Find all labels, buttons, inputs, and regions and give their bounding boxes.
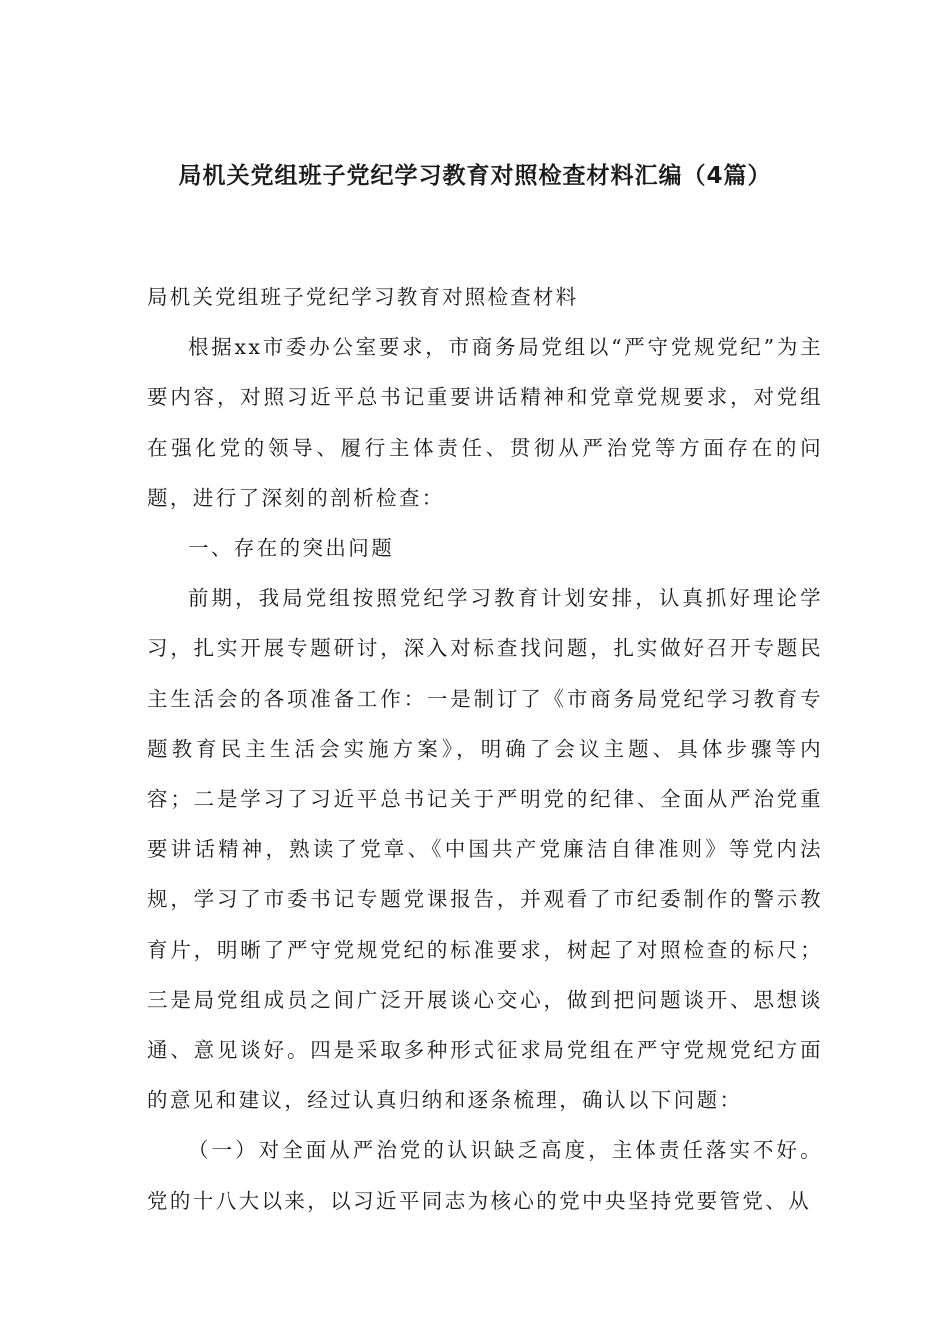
- paragraph-preparation: 前期，我局党组按照党纪学习教育计划安排，认真抓好理论学习，扎实开展专题研讨，深入对标查找问题，扎实做好召开专题民主生活会的各项准备工作：一是制订了《市商务局党纪学习教育专题教育民主生活会实施方案》，明确了会议主题、具体步骤等内容；二是学习了习近平总书记关于严明党的纪律、全面从严治党重要讲话精神，熟读了党章、《中国共产党廉洁自律准则》等党内法规，学习了市委书记专题党课报告，并观看了市纪委制作的警示教育片，明晰了严守党规党纪的标准要求，树起了对照检查的标尺；三是局党组成员之间广泛开展谈心交心，做到把问题谈开、思想谈通、意见谈好。四是采取多种形式征求局党组在严守党规党纪方面的意见和建议，经过认真归纳和逐条梳理，确认以下问题：: [147, 586, 823, 1113]
- document-body: [147, 248, 823, 1226]
- document-title: 局机关党组班子党纪学习教育对照检查材料汇编（4篇）: [178, 163, 772, 189]
- paragraph-problem-one: （一）对全面从严治党的认识缺乏高度，主体责任落实不好。党的十八大以来，以习近平同志为核心的党中央坚持党要管党、从: [147, 1138, 823, 1213]
- section-heading-problems: 一、存在的突出问题: [188, 536, 395, 561]
- section-subtitle: 局机关党组班子党纪学习教育对照检查材料: [147, 285, 579, 309]
- paragraph-intro: 根据xx市委办公室要求，市商务局党组以“严守党规党纪”为主要内容，对照习近平总书记重要讲话精神和党章党规要求，对党组在强化党的领导、履行主体责任、贯彻从严治党等方面存在的问题，进行了深刻的剖析检查：: [147, 335, 823, 510]
